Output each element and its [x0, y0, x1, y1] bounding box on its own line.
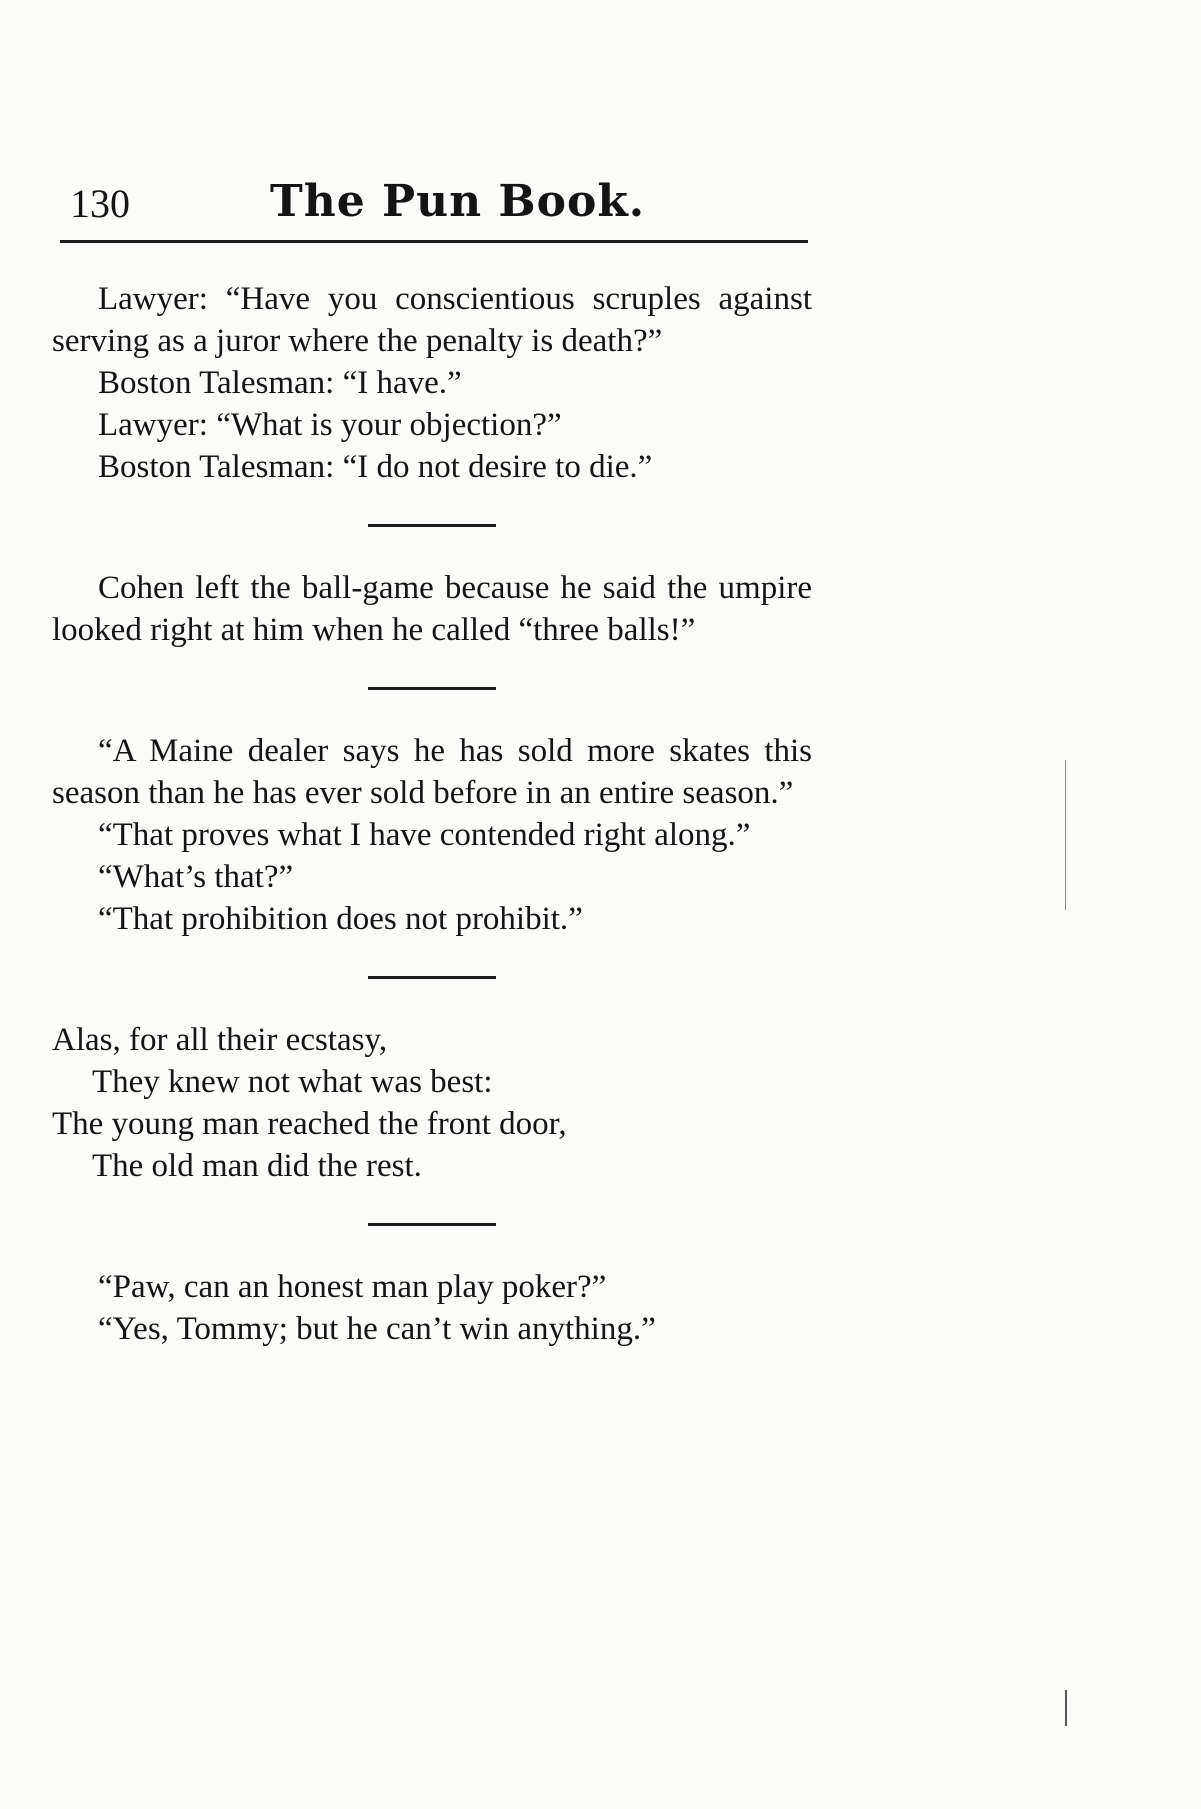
- joke-poker: [52, 1266, 812, 1350]
- poem-line: The old man did the rest.: [92, 1148, 422, 1184]
- scan-margin-mark: [1065, 1690, 1067, 1726]
- page-header: [60, 150, 808, 243]
- page-content: [52, 278, 812, 1350]
- joke-paragraph: Boston Talesman: “I have.”: [98, 365, 462, 401]
- page-number: 130: [70, 181, 130, 226]
- joke-paragraph: “What’s that?”: [98, 859, 294, 895]
- poem-line: Alas, for all their ecstasy,: [52, 1022, 388, 1058]
- joke-paragraph: Lawyer: “What is your objection?”: [98, 407, 562, 443]
- section-divider: [368, 687, 496, 690]
- joke-paragraph: “A Maine dealer says he has sold more skates this season than he has ever sold before in an entire season.”: [52, 733, 812, 811]
- joke-paragraph: “Yes, Tommy; but he can’t win anything.”: [98, 1311, 656, 1347]
- poem-line: They knew not what was best:: [92, 1064, 493, 1100]
- poem-line: The young man reached the front door,: [52, 1106, 567, 1142]
- scan-margin-mark: [1065, 760, 1066, 910]
- joke-paragraph: “Paw, can an honest man play poker?”: [98, 1269, 607, 1305]
- joke-paragraph: “That prohibition does not prohibit.”: [98, 901, 583, 937]
- joke-paragraph: Lawyer: “Have you conscientious scruples against serving as a juror where the penalty is death?”: [52, 281, 812, 359]
- joke-paragraph: Cohen left the ball-game because he said the umpire looked right at him when he called “three balls!”: [52, 570, 812, 648]
- joke-cohen: [52, 567, 812, 651]
- section-divider: [368, 524, 496, 527]
- joke-paragraph: Boston Talesman: “I do not desire to die.”: [98, 449, 653, 485]
- running-title: The Pun Book.: [270, 176, 646, 227]
- poem: [52, 1019, 812, 1187]
- joke-lawyer: [52, 278, 812, 488]
- section-divider: [368, 976, 496, 979]
- joke-maine-dealer: [52, 730, 812, 940]
- section-divider: [368, 1223, 496, 1226]
- joke-paragraph: “That proves what I have contended right along.”: [98, 817, 751, 853]
